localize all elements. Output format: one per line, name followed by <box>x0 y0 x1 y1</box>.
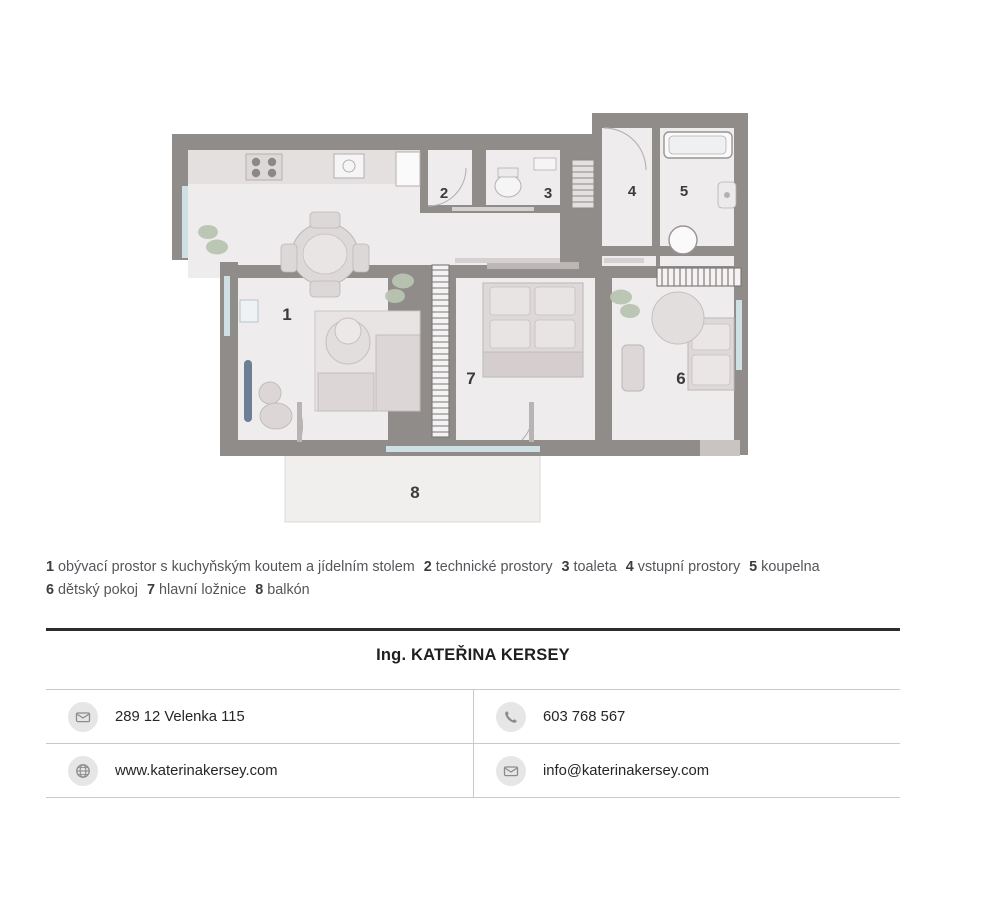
svg-text:4: 4 <box>627 183 637 200</box>
svg-text:3: 3 <box>543 185 553 202</box>
svg-text:5: 5 <box>679 183 689 200</box>
contact-email[interactable] <box>473 744 900 797</box>
svg-text:7: 7 <box>466 369 476 388</box>
contact-phone[interactable] <box>473 690 900 743</box>
legend-number: 3 <box>561 559 570 575</box>
svg-text:6: 6 <box>676 369 686 388</box>
legend-item-8 <box>255 582 309 598</box>
contact-row <box>46 690 900 744</box>
globe-icon <box>68 756 98 786</box>
legend-label: dětský pokoj <box>58 582 139 599</box>
email-icon <box>496 756 526 786</box>
contact-address[interactable] <box>46 690 473 743</box>
contact-row <box>46 744 900 798</box>
phone-icon <box>496 702 526 732</box>
legend-label: hlavní ložnice <box>159 582 247 599</box>
legend-item-1 <box>46 559 415 575</box>
contact-email-text: info@katerinakersey.com <box>543 762 710 779</box>
room-legend <box>46 556 906 603</box>
contact-table <box>46 689 900 798</box>
legend-number: 2 <box>423 559 432 575</box>
legend-label: balkón <box>267 582 310 599</box>
legend-label: vstupní prostory <box>637 559 741 575</box>
contact-phone-text: 603 768 567 <box>543 708 626 725</box>
legend-item-5 <box>749 559 819 575</box>
legend-label: koupelna <box>761 559 820 575</box>
legend-number: 8 <box>255 582 264 599</box>
contact-website[interactable] <box>46 744 473 797</box>
legend-number: 7 <box>147 582 156 599</box>
legend-item-4 <box>626 559 740 575</box>
address-icon <box>68 702 98 732</box>
legend-label: obývací prostor s kuchyňským koutem a jídelním stolem <box>58 559 415 575</box>
section-divider <box>46 628 900 631</box>
legend-number: 5 <box>749 559 758 575</box>
legend-number: 1 <box>46 559 55 575</box>
legend-number: 6 <box>46 582 55 599</box>
svg-text:8: 8 <box>410 483 420 502</box>
legend-item-7 <box>147 582 246 598</box>
contact-address-text: 289 12 Velenka 115 <box>115 708 245 725</box>
svg-text:1: 1 <box>282 305 292 324</box>
legend-item-2 <box>424 559 553 575</box>
contact-website-text: www.katerinakersey.com <box>115 762 278 779</box>
legend-number: 4 <box>625 559 634 575</box>
agent-name: Ing. KATEŘINA KERSEY <box>376 646 570 664</box>
legend-item-3 <box>562 559 617 575</box>
svg-text:2: 2 <box>439 185 449 202</box>
legend-label: toaleta <box>573 559 617 575</box>
legend-item-6 <box>46 582 138 598</box>
legend-label: technické prostory <box>435 559 553 575</box>
